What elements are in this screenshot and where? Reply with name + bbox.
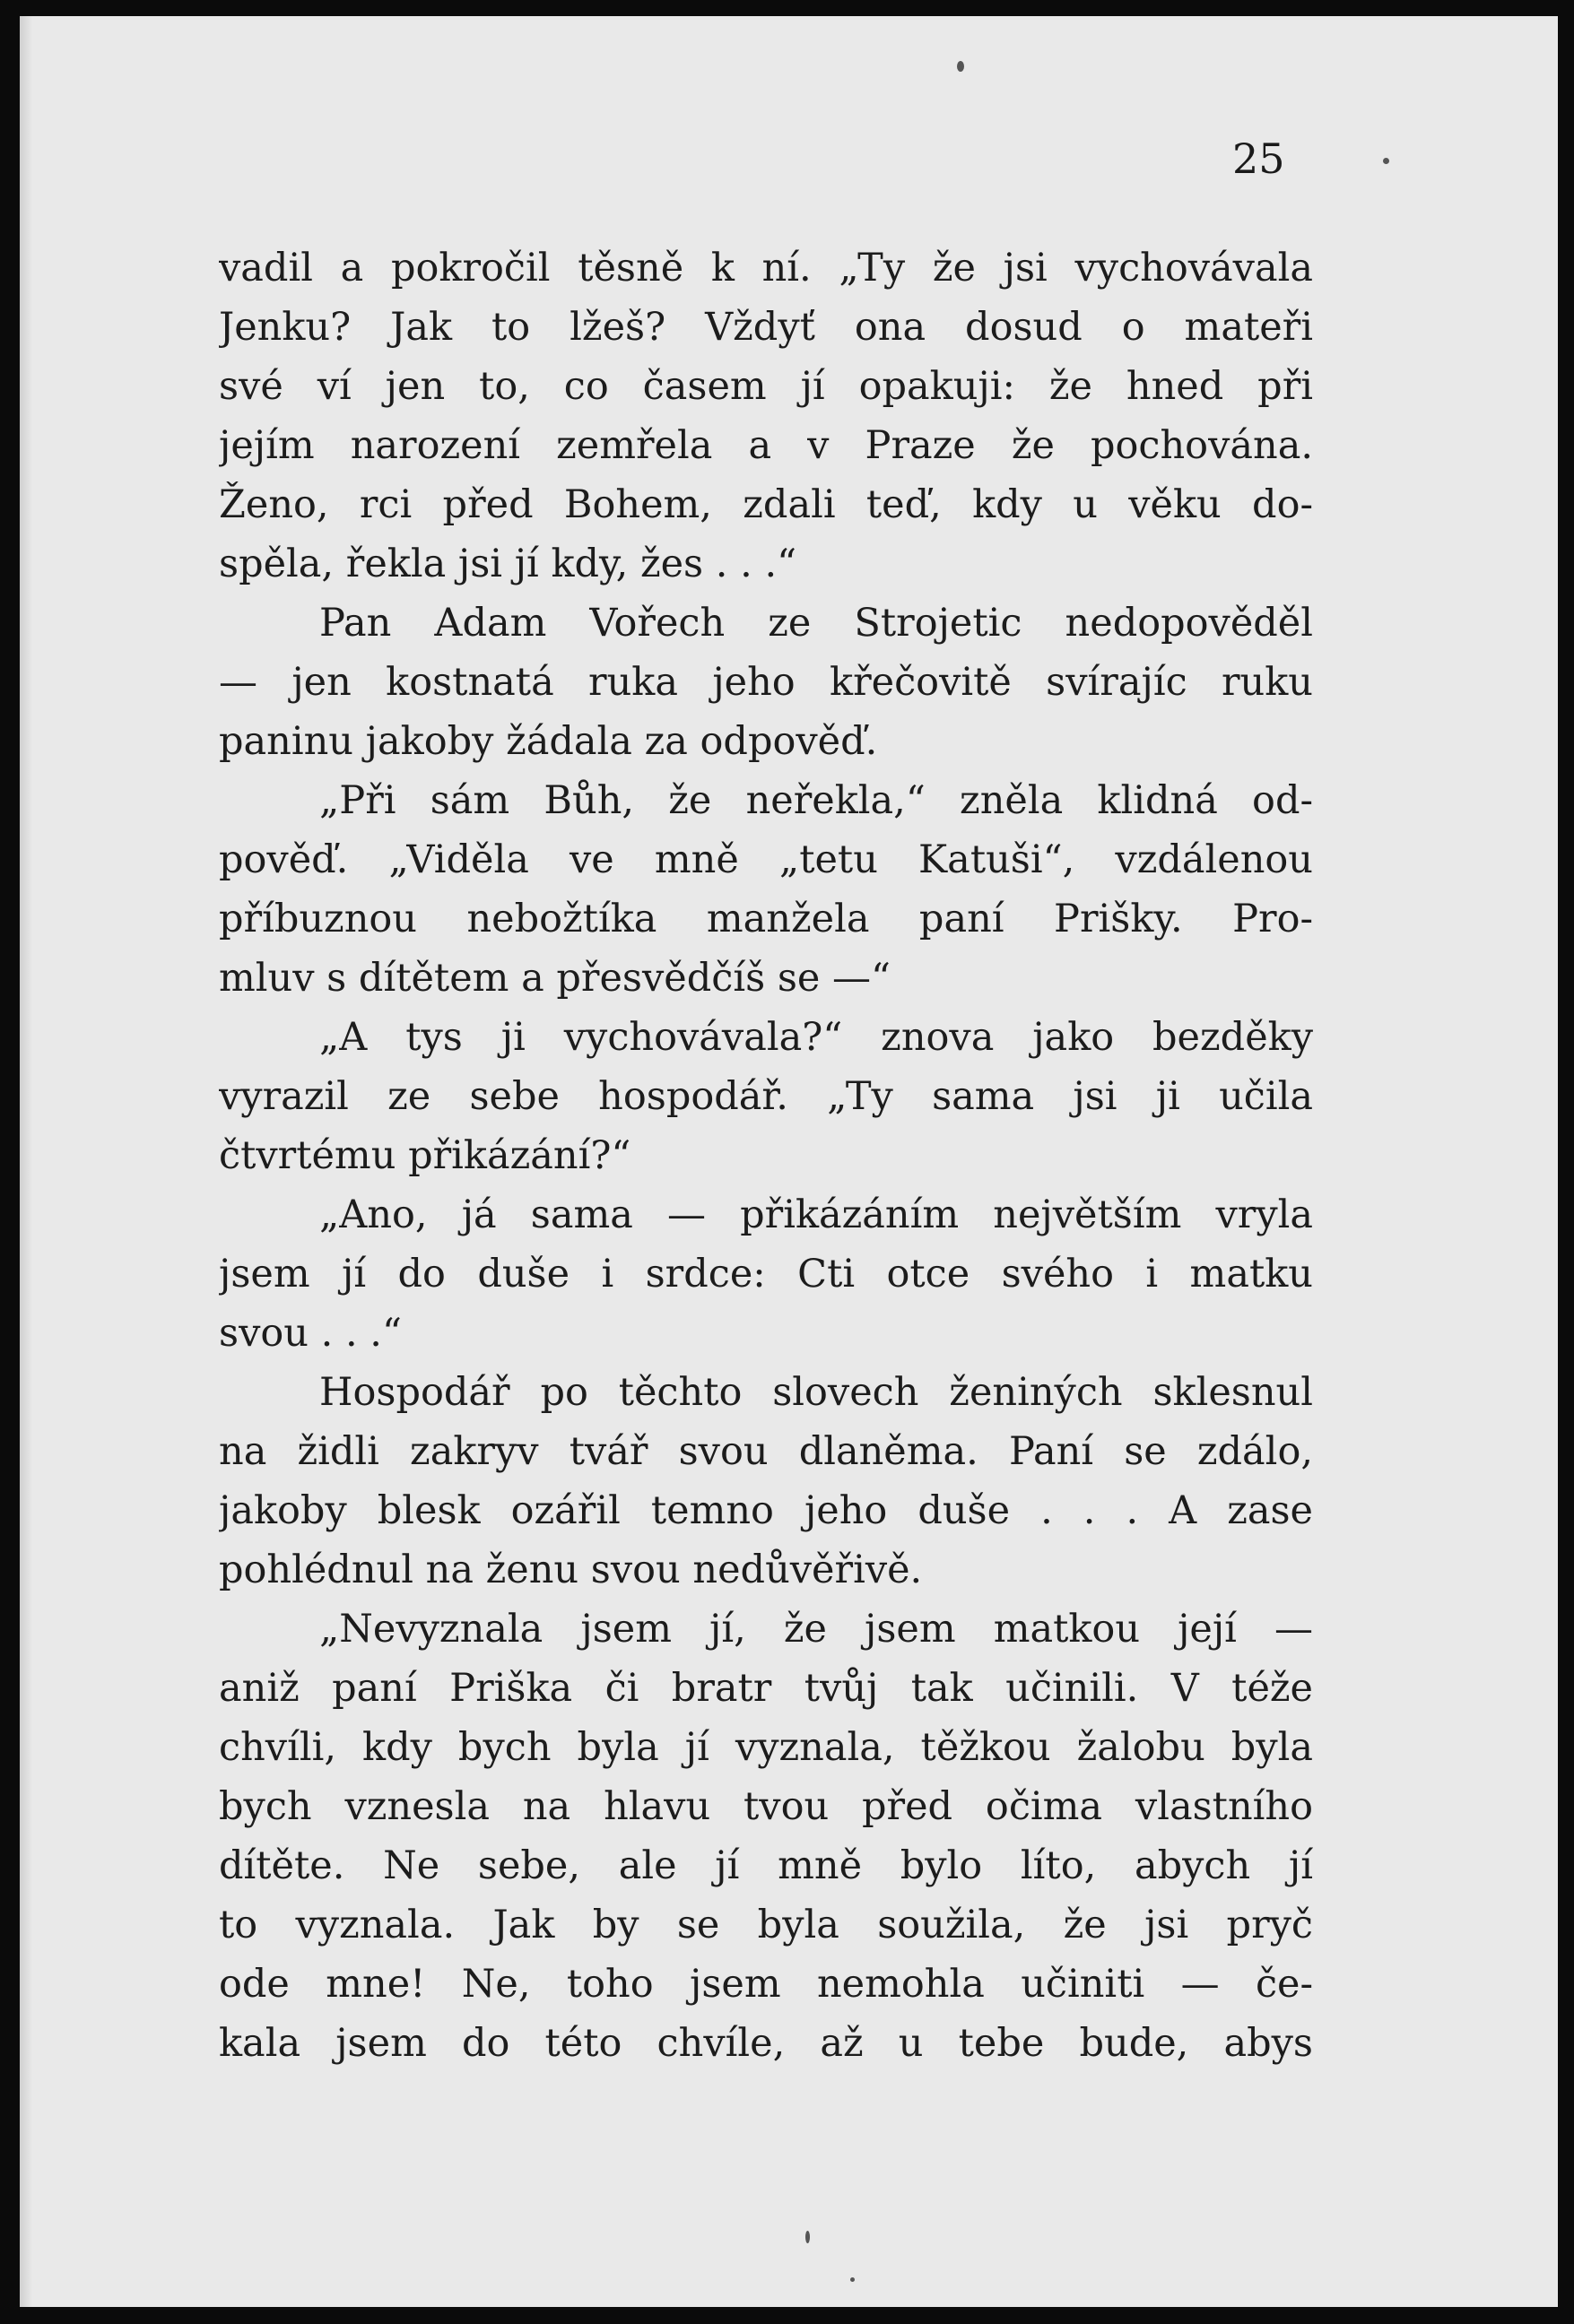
text-line: čtvrtému přikázání?“	[219, 1133, 631, 1178]
text-line: „Při sám Bůh, že neřekla,“ zněla klidná od-	[319, 778, 1313, 823]
text-line: na židli zakryv tvář svou dlaněma. Paní se zdálo,	[219, 1429, 1313, 1474]
text-line: bych vznesla na hlavu tvou před očima vlastního	[219, 1784, 1313, 1829]
text-line: ode mne! Ne, toho jsem nemohla učiniti — če-	[219, 1962, 1313, 2007]
text-line: příbuznou nebožtíka manžela paní Prišky. Pro-	[219, 897, 1313, 941]
speck	[850, 2277, 855, 2282]
text-line: jejím narození zemřela a v Praze že pochována.	[219, 423, 1313, 468]
text-line: „Nevyznala jsem jí, že jsem matkou její —	[319, 1607, 1313, 1652]
text-line: vyrazil ze sebe hospodář. „Ty sama jsi ji učila	[219, 1074, 1313, 1119]
text-line: „Ano, já sama — přikázáním největším vryla	[319, 1192, 1313, 1237]
book-page	[20, 16, 1558, 2307]
text-line: Ženo, rci před Bohem, zdali teď, kdy u věku do-	[219, 482, 1313, 527]
text-line: aniž paní Priška či bratr tvůj tak učinili. V téže	[219, 1666, 1313, 1711]
page-left-edge	[20, 16, 32, 2307]
text-line: chvíli, kdy bych byla jí vyznala, těžkou žalobu byla	[219, 1725, 1313, 1770]
text-line: Pan Adam Vořech ze Strojetic nedopověděl	[319, 601, 1313, 646]
text-line: vadil a pokročil těsně k ní. „Ty že jsi vychovávala	[219, 246, 1313, 290]
speck	[1383, 158, 1389, 164]
text-line: jsem jí do duše i srdce: Cti otce svého i matku	[219, 1252, 1313, 1296]
text-line: Jenku? Jak to lžeš? Vždyť ona dosud o mateři	[219, 305, 1313, 350]
text-line: kala jsem do této chvíle, až u tebe bude, abys	[219, 2021, 1313, 2066]
text-line: „A tys ji vychovávala?“ znova jako bezděky	[319, 1015, 1313, 1060]
text-line: jakoby blesk ozářil temno jeho duše . . . A zase	[219, 1488, 1313, 1533]
text-line: Hospodář po těchto slovech ženiných sklesnul	[319, 1370, 1313, 1415]
text-line: pohlédnul na ženu svou nedůvěřivě.	[219, 1548, 923, 1592]
text-line: pověď. „Viděla ve mně „tetu Katuši“, vzdálenou	[219, 837, 1313, 882]
speck	[805, 2231, 810, 2243]
text-line: dítěte. Ne sebe, ale jí mně bylo líto, abych jí	[219, 1843, 1313, 1888]
page-number: 25	[1232, 134, 1285, 183]
text-line: spěla, řekla jsi jí kdy, žes . . .“	[219, 542, 797, 586]
speck	[957, 61, 964, 72]
text-line: to vyznala. Jak by se byla soužila, že jsi pryč	[219, 1903, 1313, 1947]
text-line: — jen kostnatá ruka jeho křečovitě svírajíc ruku	[219, 660, 1313, 705]
text-line: své ví jen to, co časem jí opakuji: že hned při	[219, 364, 1313, 409]
text-line: svou . . .“	[219, 1311, 402, 1356]
text-line: paninu jakoby žádala za odpověď.	[219, 719, 878, 764]
body-text	[219, 238, 1313, 2073]
text-line: mluv s dítětem a přesvědčíš se —“	[219, 956, 891, 1001]
